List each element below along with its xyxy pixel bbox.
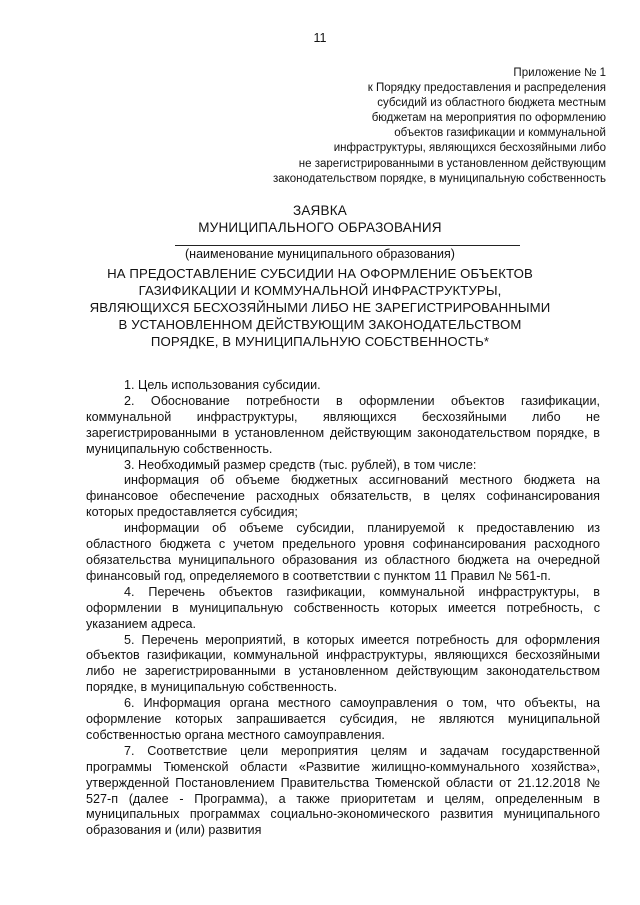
document-body bbox=[86, 378, 600, 839]
annex-line: к Порядку предоставления и распределения bbox=[367, 82, 606, 95]
annex-line: инфраструктуры, являющихся бесхозяйными либо bbox=[333, 142, 606, 155]
page-number: 11 bbox=[313, 31, 327, 45]
body-paragraph: 3. Необходимый размер средств (тыс. рублей), в том числе: bbox=[124, 457, 477, 472]
municipality-name-blank-line bbox=[175, 245, 520, 246]
body-paragraph: 6. Информация органа местного самоуправления о том, что объекты, на оформление которых запрашивается субсидия, не являются муниципальной собственностью органа местного самоуправления. bbox=[86, 696, 600, 742]
body-paragraph: информация об объеме бюджетных ассигнований местного бюджета на финансовое обеспечение расходных обязательств, в целях софинансирования которых предоставляется субсидия; bbox=[86, 473, 600, 520]
body-paragraph: 5. Перечень мероприятий, в которых имеется потребность для оформления объектов газификации, коммунальной инфраструктуры, являющихся бесхозяйными либо не зарегистрированными в установленном действующим законодательством порядке, в муниципальную собственность. bbox=[86, 632, 600, 695]
annex-line: объектов газификации и коммунальной bbox=[394, 127, 606, 140]
document-title bbox=[0, 202, 640, 236]
application-subject: НА ПРЕДОСТАВЛЕНИЕ СУБСИДИИ НА ОФОРМЛЕНИЕ ОБЪЕКТОВ ГАЗИФИКАЦИИ И КОММУНАЛЬНОЙ ИНФРАСТРУКТУРЫ, ЯВЛЯЮЩИХСЯ БЕСХОЗЯЙНЫМИ ЛИБО НЕ ЗАРЕГИСТРИРОВАННЫМИ В УСТАНОВЛЕННОМ ДЕЙСТВУЮЩИМ ЗАКОНОДАТЕЛЬСТВОМ ПОРЯДКЕ, В МУНИЦИПАЛЬНУЮ СОБСТВЕННОСТЬ* bbox=[89, 266, 551, 349]
body-paragraph: 4. Перечень объектов газификации, коммунальной инфраструктуры, в оформлении в муниципальную собственность которых имеется потребность, с указанием адреса. bbox=[86, 584, 600, 631]
annex-line: не зарегистрированными в установленном действующим bbox=[298, 157, 606, 170]
body-paragraph: информации об объеме субсидии, планируемой к предоставлению из областного бюджета с учетом предельного уровня софинансирования расходного обязательства муниципального образования из областного бюджета на очередной финансовый год, определяемого в соответствии с пунктом 11 Правил № 561-п. bbox=[86, 521, 600, 583]
annex-line: бюджетам на мероприятия по оформлению bbox=[371, 112, 606, 125]
annex-header bbox=[246, 66, 606, 187]
body-paragraph: 7. Соответствие цели мероприятия целям и задачам государственной программы Тюменской области «Развитие жилищно-коммунального хозяйства», утвержденной Постановлением Правительства Тюменской области от 21.12.2018 № 527-п (далее - Программа), а также приоритетам и целям, определенным в муниципальных программах социально-экономического развития муниципального образования и (или) развития bbox=[86, 743, 600, 838]
annex-line: законодательством порядке, в муниципальную собственность bbox=[272, 172, 606, 185]
annex-line: Приложение № 1 bbox=[513, 67, 606, 79]
title-line: ЗАЯВКА bbox=[293, 203, 347, 218]
annex-line: субсидий из областного бюджета местным bbox=[377, 97, 606, 110]
title-line: МУНИЦИПАЛЬНОГО ОБРАЗОВАНИЯ bbox=[198, 220, 442, 235]
body-paragraph: 2. Обоснование потребности в оформлении объектов газификации, коммунальной инфраструктуры, являющихся бесхозяйными либо не зарегистрированными в установленном действующим законодательством порядке, в муниципальную собственность. bbox=[86, 393, 600, 456]
body-paragraph: 1. Цель использования субсидии. bbox=[124, 378, 321, 392]
municipality-name-caption: (наименование муниципального образования) bbox=[185, 247, 455, 261]
